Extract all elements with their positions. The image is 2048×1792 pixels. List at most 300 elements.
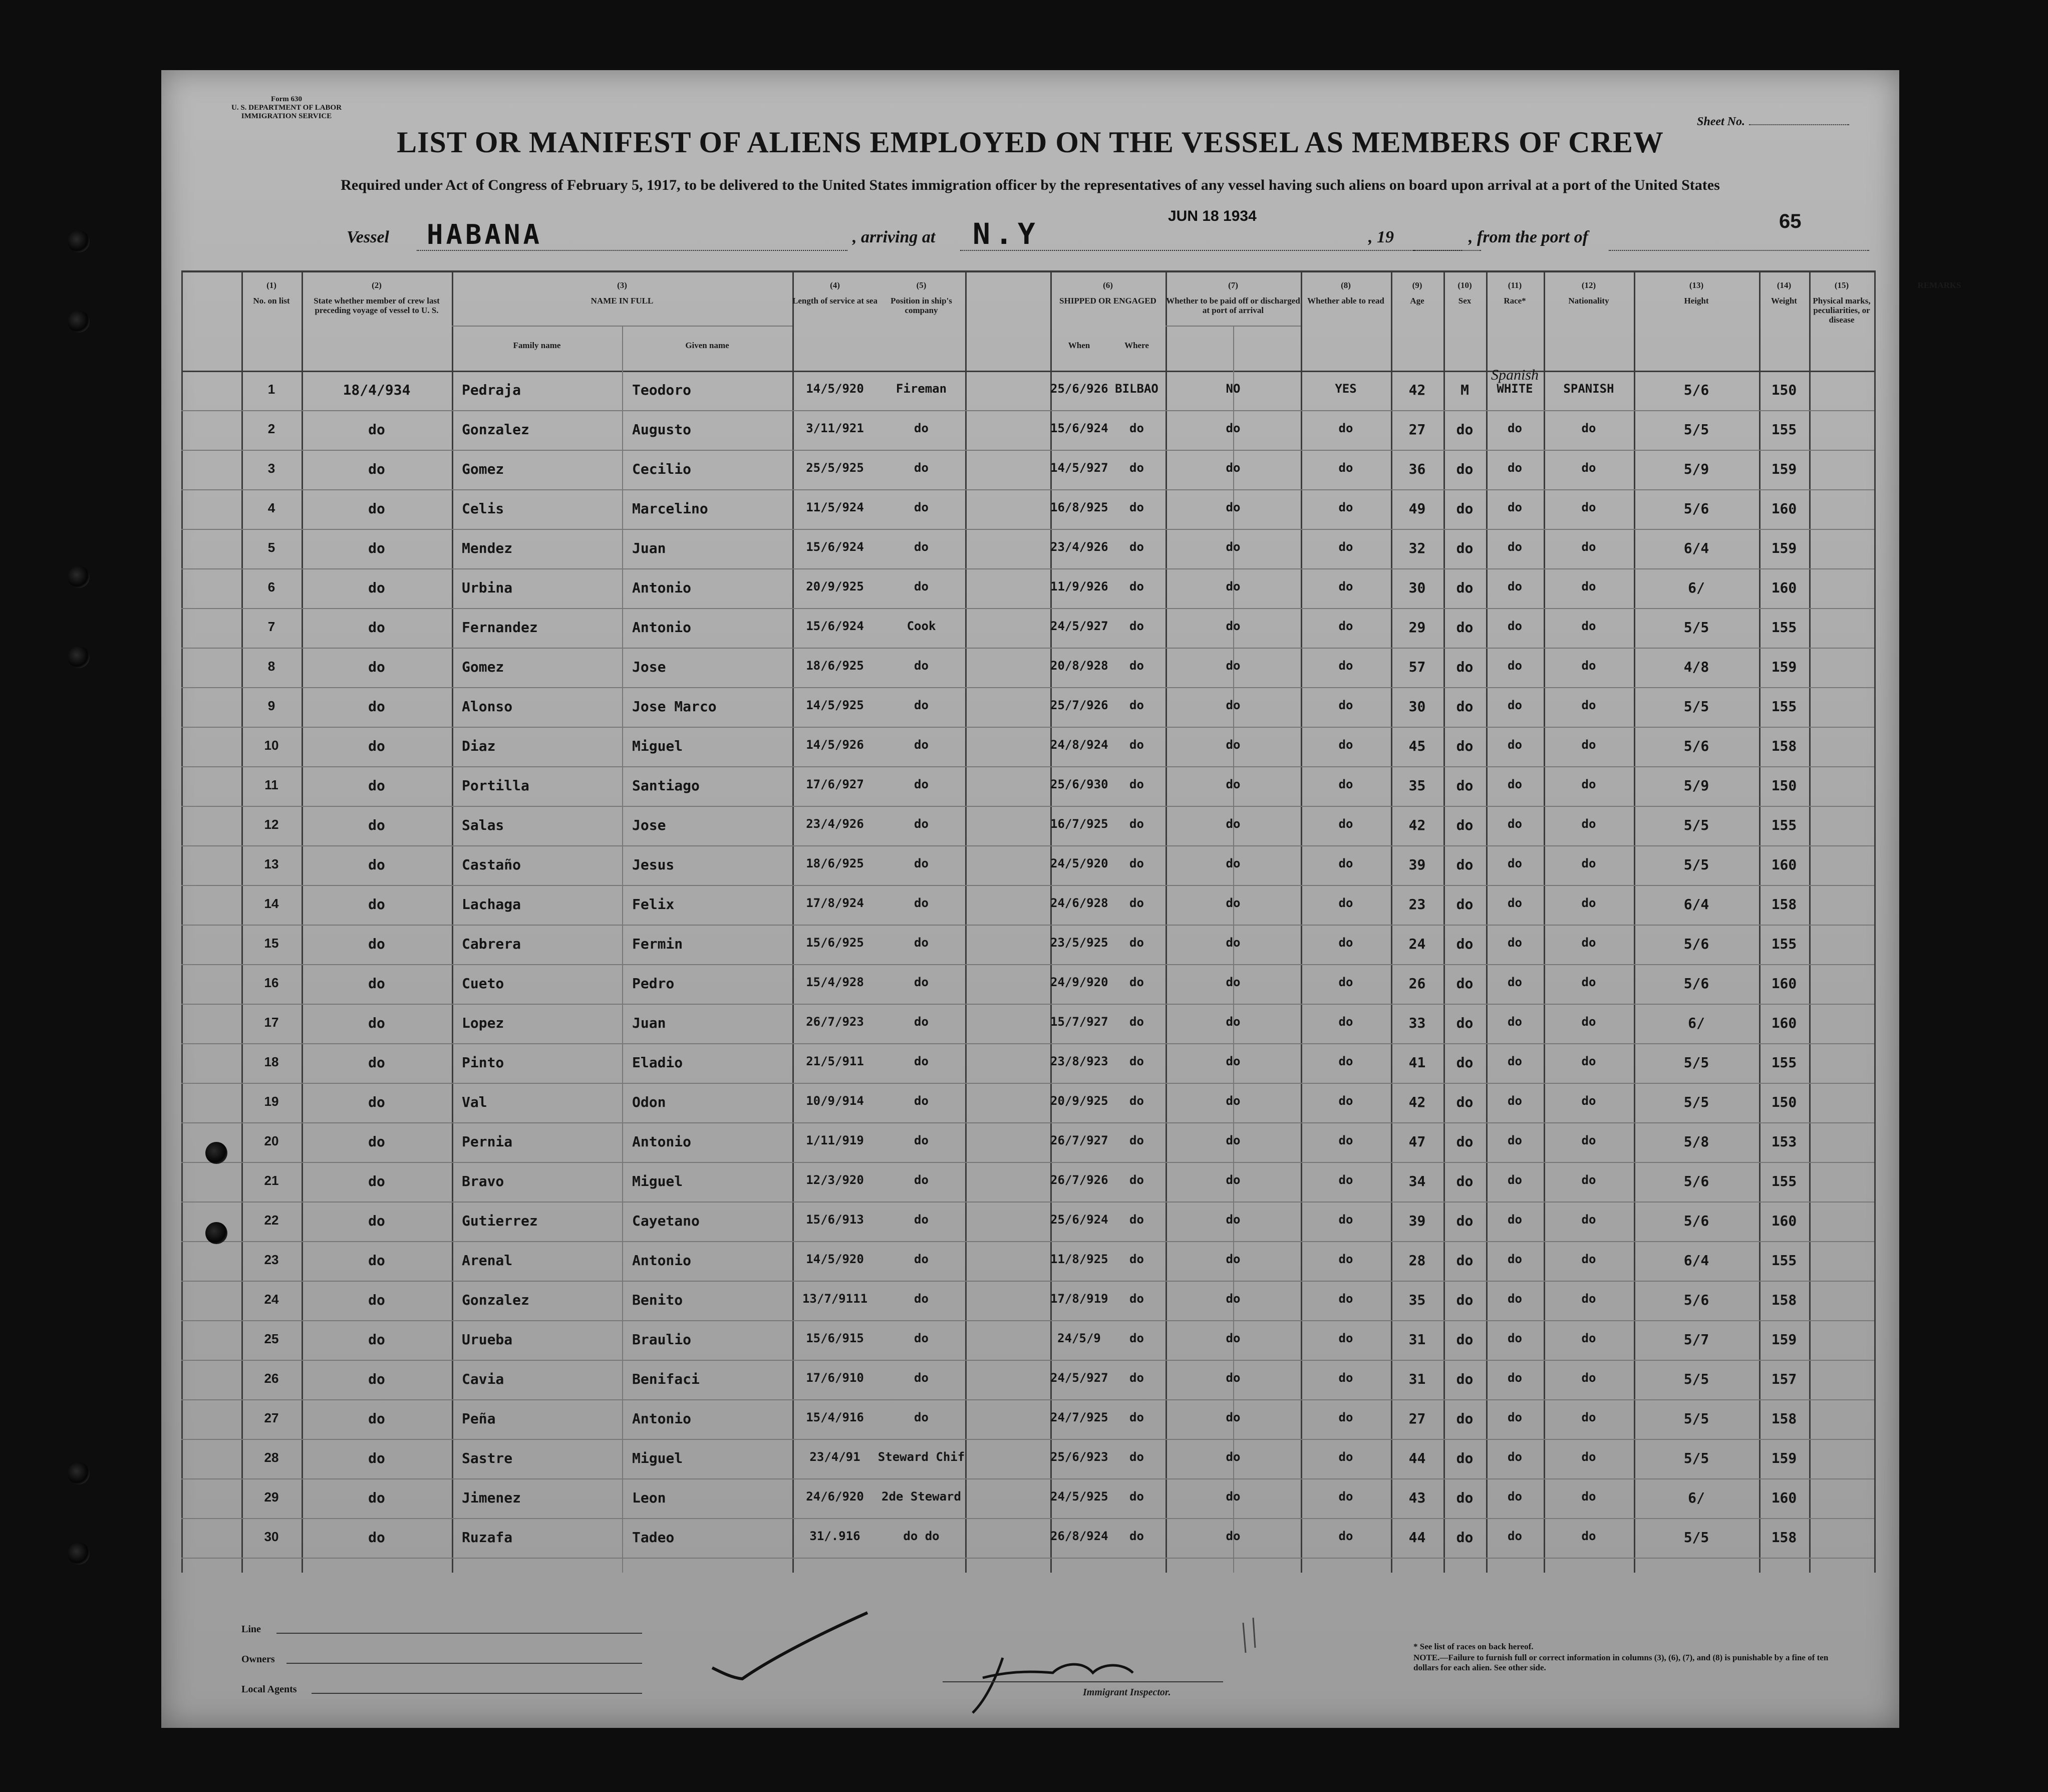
cell-position: do bbox=[914, 461, 929, 475]
cell-race: do bbox=[1508, 500, 1522, 514]
cell-weight: 158 bbox=[1771, 1410, 1797, 1427]
cell-weight: 155 bbox=[1771, 1173, 1797, 1189]
cell-age: 30 bbox=[1408, 698, 1426, 715]
column-header bbox=[1391, 280, 1443, 306]
cell-no: 8 bbox=[267, 659, 275, 674]
cell-race: do bbox=[1508, 936, 1522, 950]
binder-hole-3 bbox=[68, 566, 90, 588]
cell-no: 7 bbox=[267, 619, 275, 634]
cell-nat: do bbox=[1581, 896, 1596, 910]
cell-when: 24/5/9 bbox=[1057, 1331, 1101, 1345]
cell-read: do bbox=[1338, 540, 1353, 554]
cell-last: do bbox=[368, 1410, 385, 1427]
cell-age: 36 bbox=[1408, 461, 1426, 477]
cell-where: do bbox=[1129, 619, 1144, 633]
cell-position: Fireman bbox=[896, 382, 947, 396]
cell-height: 6/ bbox=[1688, 1015, 1705, 1031]
manifest-footer bbox=[161, 1603, 1899, 1723]
cell-no: 5 bbox=[267, 540, 275, 555]
cell-last: do bbox=[368, 619, 385, 636]
cell-read: do bbox=[1338, 1371, 1353, 1385]
cell-service: 17/6/927 bbox=[806, 777, 864, 791]
cell-sex: do bbox=[1456, 1410, 1474, 1427]
cell-where: do bbox=[1129, 1173, 1144, 1187]
cell-weight: 155 bbox=[1771, 421, 1797, 438]
cell-where: do bbox=[1129, 1133, 1144, 1147]
cell-race: do bbox=[1508, 1252, 1522, 1266]
cell-age: 28 bbox=[1408, 1252, 1426, 1269]
cell-paid: do bbox=[1226, 1133, 1241, 1147]
cell-no: 10 bbox=[264, 738, 279, 753]
cell-race: do bbox=[1508, 698, 1522, 712]
cell-age: 42 bbox=[1408, 817, 1426, 833]
cell-family: Portilla bbox=[462, 777, 529, 794]
cell-last: do bbox=[368, 856, 385, 873]
from-port-dotted-line bbox=[1609, 249, 1869, 251]
cell-sex: do bbox=[1456, 421, 1474, 438]
cell-when: 24/5/927 bbox=[1050, 619, 1108, 633]
cell-nat: do bbox=[1581, 1252, 1596, 1266]
cell-family: Castaño bbox=[462, 856, 521, 873]
document-title: LIST OR MANIFEST OF ALIENS EMPLOYED ON THE VESSEL AS MEMBERS OF CREW bbox=[397, 126, 1664, 159]
binder-hole-1 bbox=[68, 230, 90, 252]
cell-where: do bbox=[1129, 461, 1144, 475]
column-rule bbox=[965, 270, 967, 1573]
column-label: Whether to be paid off or discharged at port of arrival bbox=[1166, 296, 1300, 315]
cell-race: do bbox=[1508, 461, 1522, 475]
cell-given: Eladio bbox=[632, 1054, 683, 1071]
cell-race: do bbox=[1508, 777, 1522, 791]
cell-age: 47 bbox=[1408, 1133, 1426, 1150]
cell-last: do bbox=[368, 421, 385, 438]
cell-given: Marcelino bbox=[632, 500, 708, 517]
table-row-rule bbox=[181, 727, 1874, 728]
table-row-rule bbox=[181, 845, 1874, 846]
cell-height: 5/5 bbox=[1683, 1371, 1709, 1387]
sheet-number-label: Sheet No. bbox=[1697, 115, 1745, 128]
cell-where: do bbox=[1129, 659, 1144, 673]
cell-last: do bbox=[368, 1371, 385, 1387]
cell-age: 34 bbox=[1408, 1173, 1426, 1189]
vessel-label: Vessel bbox=[347, 228, 389, 246]
cell-when: 24/9/920 bbox=[1050, 975, 1108, 989]
cell-sex: do bbox=[1456, 1173, 1474, 1189]
cell-weight: 160 bbox=[1771, 500, 1797, 517]
cell-height: 5/7 bbox=[1683, 1331, 1709, 1348]
cell-paid: do bbox=[1226, 1292, 1241, 1306]
table-top-rule bbox=[181, 270, 1874, 272]
cell-weight: 155 bbox=[1771, 1252, 1797, 1269]
cell-family: Urbina bbox=[462, 579, 513, 596]
cell-race: WHITE bbox=[1497, 382, 1533, 396]
cell-height: 6/4 bbox=[1683, 540, 1709, 556]
cell-age: 31 bbox=[1408, 1331, 1426, 1348]
cell-given: Pedro bbox=[632, 975, 675, 992]
document-subtitle: Required under Act of Congress of February 5, 1917, to be delivered to the United States immigration officer by the representatives of any vessel having such aliens on board upon arrival at a port of the United States bbox=[341, 177, 1720, 193]
cell-no: 9 bbox=[267, 698, 275, 713]
cell-last: do bbox=[368, 1133, 385, 1150]
cell-where: do bbox=[1129, 817, 1144, 831]
cell-position: do bbox=[914, 659, 929, 673]
cell-race: do bbox=[1508, 1450, 1522, 1464]
cell-when: 11/8/925 bbox=[1050, 1252, 1108, 1266]
race-annotation: Spanish bbox=[1491, 367, 1539, 383]
table-row-rule bbox=[181, 608, 1874, 609]
cell-race: do bbox=[1508, 1371, 1522, 1385]
column-number: (15) bbox=[1834, 280, 1849, 290]
column-label: State whether member of crew last preceding voyage of vessel to U. S. bbox=[314, 296, 440, 315]
cell-given: Augusto bbox=[632, 421, 692, 438]
cell-no: 13 bbox=[264, 856, 279, 871]
cell-position: do bbox=[914, 975, 929, 989]
owners-label: Owners bbox=[241, 1654, 275, 1665]
cell-last: do bbox=[368, 540, 385, 556]
manifest-sheet bbox=[161, 70, 1961, 1728]
cell-given: Antonio bbox=[632, 579, 692, 596]
cell-given: Antonio bbox=[632, 1252, 692, 1269]
cell-where: do bbox=[1129, 1292, 1144, 1306]
cell-read: do bbox=[1338, 936, 1353, 950]
cell-nat: do bbox=[1581, 1094, 1596, 1108]
cell-family: Sastre bbox=[462, 1450, 513, 1466]
cell-last: do bbox=[368, 500, 385, 517]
cell-height: 5/5 bbox=[1683, 856, 1709, 873]
table-row-rule bbox=[181, 1478, 1874, 1479]
binder-hole-2 bbox=[68, 311, 90, 333]
cell-sex: do bbox=[1456, 896, 1474, 913]
column-number: (3) bbox=[617, 280, 627, 290]
cell-where: do bbox=[1129, 1489, 1144, 1504]
cell-sex: do bbox=[1456, 659, 1474, 675]
cell-service: 12/3/920 bbox=[806, 1173, 864, 1187]
cell-nat: do bbox=[1581, 1133, 1596, 1147]
cell-paid: do bbox=[1226, 1371, 1241, 1385]
cell-service: 18/6/925 bbox=[806, 856, 864, 870]
cell-service: 25/5/925 bbox=[806, 461, 864, 475]
cell-paid: do bbox=[1226, 1331, 1241, 1345]
column-label: Family name bbox=[513, 341, 561, 350]
column-label: When bbox=[1068, 341, 1090, 350]
column-header bbox=[452, 341, 622, 350]
cell-last: do bbox=[368, 1173, 385, 1189]
cell-race: do bbox=[1508, 817, 1522, 831]
cell-family: Gomez bbox=[462, 659, 504, 675]
cell-last: do bbox=[368, 1094, 385, 1110]
cell-height: 5/6 bbox=[1683, 1292, 1709, 1308]
crew-manifest-table bbox=[181, 270, 1961, 1593]
cell-race: do bbox=[1508, 896, 1522, 910]
cell-race: do bbox=[1508, 421, 1522, 435]
cell-where: do bbox=[1129, 1054, 1144, 1068]
table-row-rule bbox=[181, 766, 1874, 767]
cell-paid: do bbox=[1226, 777, 1241, 791]
cell-where: do bbox=[1129, 500, 1144, 514]
column-number: (6) bbox=[1103, 280, 1113, 290]
table-row-rule bbox=[181, 1202, 1874, 1203]
cell-position: do bbox=[914, 777, 929, 791]
cell-nat: SPANISH bbox=[1563, 382, 1614, 396]
cell-weight: 160 bbox=[1771, 1213, 1797, 1229]
cell-position: do bbox=[914, 500, 929, 514]
cell-position: do bbox=[914, 1054, 929, 1068]
table-row-rule bbox=[181, 1043, 1874, 1044]
cell-where: do bbox=[1129, 896, 1144, 910]
column-header bbox=[452, 280, 792, 306]
cell-age: 57 bbox=[1408, 659, 1426, 675]
cell-family: Fernandez bbox=[462, 619, 538, 636]
cell-read: do bbox=[1338, 619, 1353, 633]
column-label: Whether able to read bbox=[1307, 296, 1384, 306]
column-label: Nationality bbox=[1568, 296, 1609, 306]
header-bottom-rule bbox=[181, 371, 1874, 372]
cell-family: Urueba bbox=[462, 1331, 513, 1348]
cell-no: 28 bbox=[264, 1450, 279, 1465]
cell-no: 15 bbox=[264, 936, 279, 951]
table-row-rule bbox=[181, 806, 1874, 807]
cell-race: do bbox=[1508, 659, 1522, 673]
cell-family: Mendez bbox=[462, 540, 513, 556]
cell-race: do bbox=[1508, 975, 1522, 989]
races-note: * See list of races on back hereof. bbox=[1413, 1642, 1534, 1651]
cell-no: 22 bbox=[264, 1213, 279, 1228]
cell-given: Juan bbox=[632, 1015, 666, 1031]
cell-family: Celis bbox=[462, 500, 504, 517]
table-row-rule bbox=[181, 529, 1874, 530]
cell-race: do bbox=[1508, 1292, 1522, 1306]
cell-read: do bbox=[1338, 1410, 1353, 1424]
cell-height: 5/5 bbox=[1683, 1450, 1709, 1466]
cell-read: do bbox=[1338, 1252, 1353, 1266]
cell-read: do bbox=[1338, 1054, 1353, 1068]
cell-no: 24 bbox=[264, 1292, 279, 1307]
column-label: Where bbox=[1124, 341, 1149, 350]
cell-nat: do bbox=[1581, 698, 1596, 712]
column-label: Weight bbox=[1771, 296, 1797, 306]
cell-nat: do bbox=[1581, 579, 1596, 593]
cell-position: do bbox=[914, 738, 929, 752]
column-header bbox=[241, 280, 302, 306]
column-label: Length of service at sea bbox=[792, 296, 877, 306]
binder-hole-6 bbox=[68, 1543, 90, 1565]
cell-weight: 159 bbox=[1771, 659, 1797, 675]
cell-family: Pinto bbox=[462, 1054, 504, 1071]
cell-service: 1/11/919 bbox=[806, 1133, 864, 1147]
column-rule bbox=[1809, 270, 1811, 1573]
column-header bbox=[622, 341, 792, 350]
cell-family: Ruzafa bbox=[462, 1529, 513, 1546]
cell-paid: do bbox=[1226, 975, 1241, 989]
table-row-rule bbox=[181, 1518, 1874, 1519]
cell-when: 25/7/926 bbox=[1050, 698, 1108, 712]
cell-sex: do bbox=[1456, 1252, 1474, 1269]
cell-service: 15/4/916 bbox=[806, 1410, 864, 1424]
cell-family: Gutierrez bbox=[462, 1213, 538, 1229]
cell-position: do bbox=[914, 1094, 929, 1108]
local-agents-label: Local Agents bbox=[241, 1684, 297, 1695]
cell-given: Jose bbox=[632, 817, 666, 833]
cell-height: 5/5 bbox=[1683, 619, 1709, 636]
cell-service: 15/6/913 bbox=[806, 1213, 864, 1227]
cell-age: 39 bbox=[1408, 1213, 1426, 1229]
cell-no: 16 bbox=[264, 975, 279, 990]
cell-read: do bbox=[1338, 817, 1353, 831]
cell-family: Bravo bbox=[462, 1173, 504, 1189]
cell-race: do bbox=[1508, 1213, 1522, 1227]
cell-when: 23/5/925 bbox=[1050, 936, 1108, 950]
column-label: Given name bbox=[685, 341, 729, 350]
cell-sex: M bbox=[1460, 382, 1469, 398]
cell-race: do bbox=[1508, 1489, 1522, 1504]
table-row-rule bbox=[181, 1004, 1874, 1005]
cell-family: Lopez bbox=[462, 1015, 504, 1031]
column-number: (13) bbox=[1689, 280, 1704, 290]
cell-nat: do bbox=[1581, 1213, 1596, 1227]
cell-sex: do bbox=[1456, 817, 1474, 833]
cell-when: 24/5/920 bbox=[1050, 856, 1108, 870]
table-row-rule bbox=[181, 410, 1874, 411]
column-number: (1) bbox=[266, 280, 276, 290]
cell-age: 45 bbox=[1408, 738, 1426, 754]
cell-sex: do bbox=[1456, 1450, 1474, 1466]
cell-paid: do bbox=[1226, 1489, 1241, 1504]
cell-nat: do bbox=[1581, 817, 1596, 831]
cell-nat: do bbox=[1581, 1450, 1596, 1464]
cell-weight: 155 bbox=[1771, 1054, 1797, 1071]
cell-last: do bbox=[368, 777, 385, 794]
cell-family: Gomez bbox=[462, 461, 504, 477]
cell-race: do bbox=[1508, 856, 1522, 870]
column-header bbox=[1050, 280, 1165, 306]
column-label: Physical marks, peculiarities, or disease bbox=[1813, 296, 1871, 325]
cell-when: 17/8/919 bbox=[1050, 1292, 1108, 1306]
cell-last: do bbox=[368, 817, 385, 833]
cell-sex: do bbox=[1456, 619, 1474, 636]
cell-sex: do bbox=[1456, 1133, 1474, 1150]
column-header bbox=[792, 280, 877, 306]
cell-last: do bbox=[368, 698, 385, 715]
column-header bbox=[1108, 341, 1165, 350]
column-label: SHIPPED OR ENGAGED bbox=[1059, 296, 1156, 306]
cell-when: 23/4/926 bbox=[1050, 540, 1108, 554]
cell-race: do bbox=[1508, 1015, 1522, 1029]
cell-where: do bbox=[1129, 1371, 1144, 1385]
column-number: (14) bbox=[1777, 280, 1792, 290]
penalty-note: NOTE.—Failure to furnish full or correct information in columns (3), (6), (7), and (8) is punishable by a fine of ten dollars for each alien. See other side. bbox=[1413, 1653, 1829, 1672]
cell-position: do bbox=[914, 1173, 929, 1187]
cell-weight: 159 bbox=[1771, 540, 1797, 556]
table-row-rule bbox=[181, 885, 1874, 886]
table-row-rule bbox=[181, 450, 1874, 451]
cell-paid: do bbox=[1226, 461, 1241, 475]
cell-service: 11/5/924 bbox=[806, 500, 864, 514]
cell-given: Teodoro bbox=[632, 382, 692, 398]
cell-read: do bbox=[1338, 975, 1353, 989]
cell-nat: do bbox=[1581, 1054, 1596, 1068]
cell-position: do bbox=[914, 1331, 929, 1345]
column-header bbox=[1634, 280, 1759, 306]
cell-paid: do bbox=[1226, 1054, 1241, 1068]
cell-weight: 160 bbox=[1771, 1489, 1797, 1506]
cell-weight: 160 bbox=[1771, 975, 1797, 992]
cell-nat: do bbox=[1581, 619, 1596, 633]
cell-service: 17/6/910 bbox=[806, 1371, 864, 1385]
cell-when: 24/8/924 bbox=[1050, 738, 1108, 752]
cell-read: do bbox=[1338, 1213, 1353, 1227]
cell-when: 26/7/926 bbox=[1050, 1173, 1108, 1187]
cell-last: do bbox=[368, 1529, 385, 1546]
cell-when: 26/7/927 bbox=[1050, 1133, 1108, 1147]
cell-where: do bbox=[1129, 1252, 1144, 1266]
cell-read: do bbox=[1338, 1173, 1353, 1187]
cell-service: 3/11/921 bbox=[806, 421, 864, 435]
cell-no: 14 bbox=[264, 896, 279, 911]
cell-paid: do bbox=[1226, 1094, 1241, 1108]
cell-race: do bbox=[1508, 738, 1522, 752]
cell-weight: 157 bbox=[1771, 1371, 1797, 1387]
cell-paid: do bbox=[1226, 1529, 1241, 1543]
cell-service: 14/5/925 bbox=[806, 698, 864, 712]
cell-paid: do bbox=[1226, 1252, 1241, 1266]
cell-read: do bbox=[1338, 579, 1353, 593]
column-rule bbox=[1874, 270, 1876, 1573]
table-row-rule bbox=[181, 925, 1874, 926]
table-row-rule bbox=[181, 1439, 1874, 1440]
cell-last: do bbox=[368, 1054, 385, 1071]
cell-age: 27 bbox=[1408, 1410, 1426, 1427]
year-dotted-line bbox=[1413, 249, 1464, 251]
cell-when: 16/8/925 bbox=[1050, 500, 1108, 514]
cell-no: 21 bbox=[264, 1173, 279, 1188]
cell-paid: do bbox=[1226, 1015, 1241, 1029]
cell-family: Salas bbox=[462, 817, 504, 833]
cell-paid: do bbox=[1226, 698, 1241, 712]
cell-sex: do bbox=[1456, 500, 1474, 517]
cell-nat: do bbox=[1581, 1292, 1596, 1306]
binder-hole-7 bbox=[205, 1142, 227, 1164]
cell-read: do bbox=[1338, 659, 1353, 673]
cell-read: do bbox=[1338, 856, 1353, 870]
line-label: Line bbox=[241, 1624, 261, 1635]
cell-sex: do bbox=[1456, 1213, 1474, 1229]
cell-age: 44 bbox=[1408, 1450, 1426, 1466]
cell-age: 23 bbox=[1408, 896, 1426, 913]
cell-position: 2de Steward bbox=[882, 1489, 961, 1504]
column-number: (9) bbox=[1412, 280, 1422, 290]
cell-service: 31/.916 bbox=[809, 1529, 860, 1543]
cell-position: do bbox=[914, 421, 929, 435]
cell-age: 29 bbox=[1408, 619, 1426, 636]
cell-given: Felix bbox=[632, 896, 675, 913]
cell-age: 43 bbox=[1408, 1489, 1426, 1506]
cell-position: do bbox=[914, 1292, 929, 1306]
cell-read: do bbox=[1338, 698, 1353, 712]
cell-where: do bbox=[1129, 1015, 1144, 1029]
cell-height: 5/6 bbox=[1683, 1213, 1709, 1229]
cell-height: 5/6 bbox=[1683, 382, 1709, 398]
cell-position: do bbox=[914, 856, 929, 870]
cell-paid: do bbox=[1226, 817, 1241, 831]
cell-where: do bbox=[1129, 540, 1144, 554]
cell-service: 23/4/91 bbox=[809, 1450, 860, 1464]
cell-service: 20/9/925 bbox=[806, 579, 864, 593]
column-label: Position in ship's company bbox=[891, 296, 952, 315]
cell-age: 35 bbox=[1408, 777, 1426, 794]
cell-age: 24 bbox=[1408, 936, 1426, 952]
cell-where: do bbox=[1129, 1213, 1144, 1227]
cell-paid: do bbox=[1226, 856, 1241, 870]
cell-when: 14/5/927 bbox=[1050, 461, 1108, 475]
column-number: (4) bbox=[830, 280, 840, 290]
